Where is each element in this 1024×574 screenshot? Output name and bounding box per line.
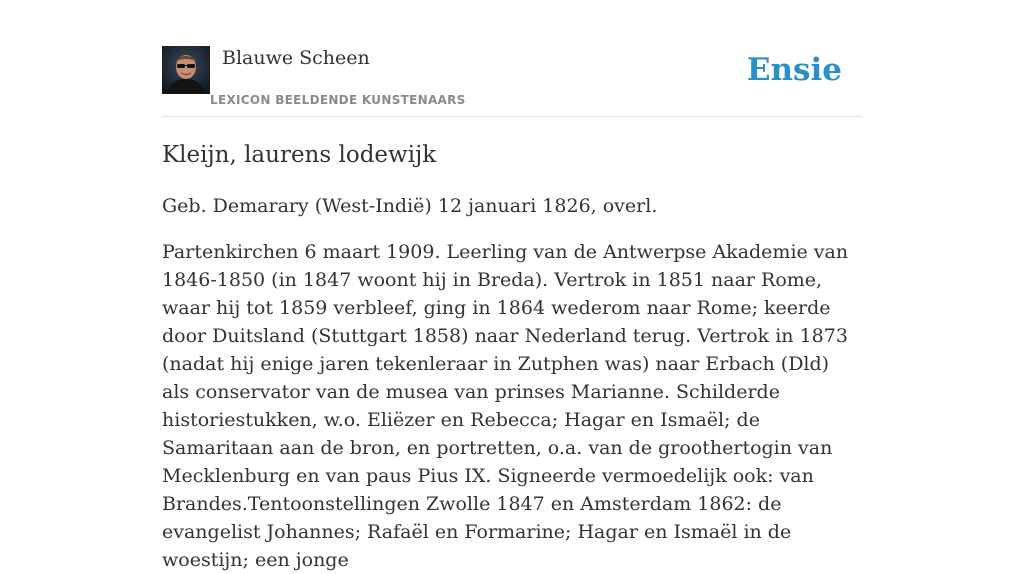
article-paragraph-1: Geb. Demarary (West-Indië) 12 januari 1826, overl.	[162, 195, 658, 217]
author-name[interactable]: Blauwe Scheen	[222, 47, 370, 69]
article-paragraph-2: Partenkirchen 6 maart 1909. Leerling van de Antwerpse Akademie van 1846-1850 (in 1847 woont hij in Breda). Vertrok in 1851 naar Rome, waar hij tot 1859 verbleef, ging in 1864 wederom naar Rome; keerde door Duitsland (Stuttgart 1858) naar Nederland terug. Vertrok in 1873 (nadat hij enige jaren tekenleraar in Zutphen was) naar Erbach (Dld) als conservator van de musea van prinses Marianne. Schilderde historiestukken, w.o. Eliëzer en Rebecca; Hagar en Ismaël; de Samaritaan aan de bron, en portretten, o.a. van de groothertogin van Mecklenburg en van paus Pius IX. Signeerde vermoedelijk ook: van Brandes.Tentoonstellingen Zwolle 1847 en Amsterdam 1862: de evangelist Johannes; Rafaël en Formarine; Hagar en Ismaël in de woestijn; een jonge	[162, 241, 849, 571]
ensie-logo[interactable]: Ensie	[746, 52, 842, 88]
author-avatar[interactable]	[162, 46, 210, 94]
site-header	[162, 46, 862, 117]
section-label[interactable]: LEXICON BEELDENDE KUNSTENAARS	[210, 93, 466, 107]
avatar-photo	[162, 46, 210, 94]
article-title: Kleijn, laurens lodewijk	[162, 142, 437, 168]
